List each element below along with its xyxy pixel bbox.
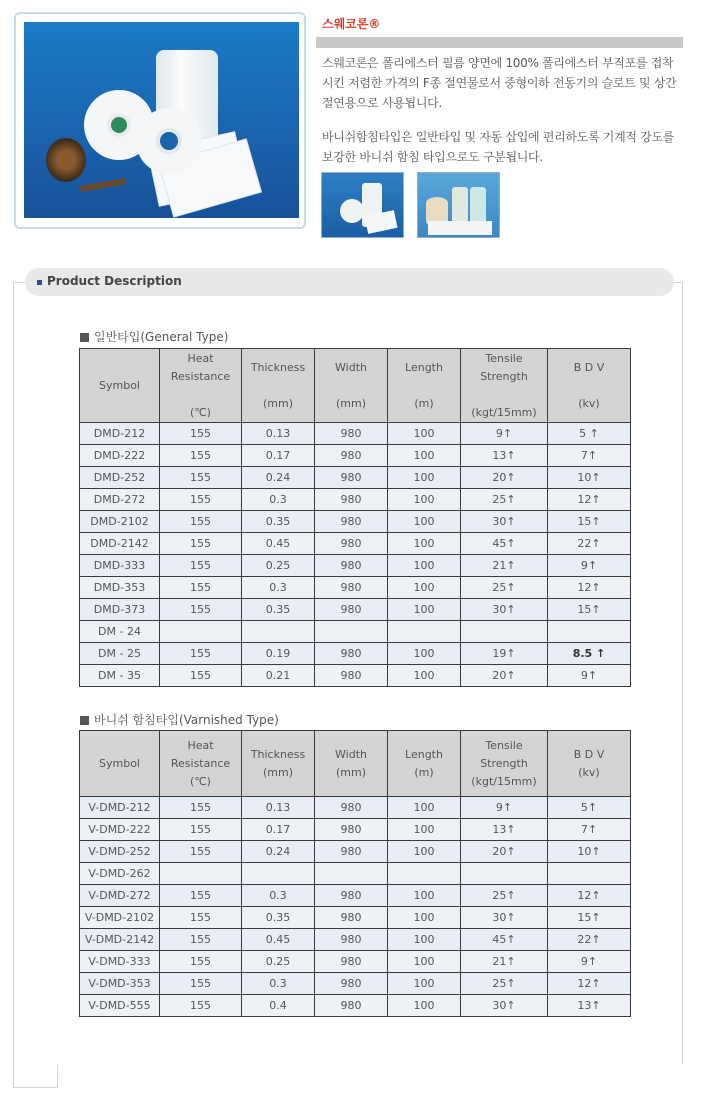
table-cell: 155 [160, 423, 242, 445]
table-cell: 12↑ [548, 577, 631, 599]
table-cell: 980 [315, 599, 388, 621]
column-header-text: (m) [414, 765, 434, 779]
table-cell: 100 [388, 797, 461, 819]
varnished-type-table [79, 730, 631, 1017]
table-row [80, 995, 631, 1017]
column-header [160, 731, 242, 797]
table-cell [548, 863, 631, 885]
table-cell: 155 [160, 665, 242, 687]
column-header-text: Heat [187, 351, 214, 365]
varnished-type-heading [80, 711, 279, 728]
column-header [548, 731, 631, 797]
product-thumbnail[interactable] [417, 172, 500, 238]
table-row [80, 929, 631, 951]
symbol-cell: V-DMD-252 [80, 841, 160, 863]
table-cell: 15↑ [548, 907, 631, 929]
table-cell [388, 621, 461, 643]
table-cell [315, 621, 388, 643]
table-cell: 100 [388, 445, 461, 467]
table-cell [242, 863, 315, 885]
table-cell: 100 [388, 819, 461, 841]
table-row [80, 885, 631, 907]
column-header-text [388, 377, 460, 395]
column-header-text: Width [335, 747, 367, 761]
table-cell: 0.24 [242, 841, 315, 863]
symbol-cell: DMD-252 [80, 467, 160, 489]
column-header-text: Tensile [485, 738, 523, 752]
symbol-cell: V-DMD-555 [80, 995, 160, 1017]
table-cell: 980 [315, 841, 388, 863]
table-header-row [80, 349, 631, 423]
table-cell: 25↑ [461, 577, 548, 599]
table-cell: 20↑ [461, 665, 548, 687]
table-cell: 30↑ [461, 907, 548, 929]
table-cell: 980 [315, 665, 388, 687]
symbol-cell: DMD-373 [80, 599, 160, 621]
table-row [80, 511, 631, 533]
table-cell: 8.5 ↑ [548, 643, 631, 665]
column-header-text: (mm) [335, 765, 366, 779]
table-cell: 0.19 [242, 643, 315, 665]
table-cell: 980 [315, 819, 388, 841]
table-cell: 12↑ [548, 885, 631, 907]
table-cell: 10↑ [548, 467, 631, 489]
table-cell: 13↑ [548, 995, 631, 1017]
table-cell: 980 [315, 643, 388, 665]
product-photo [24, 22, 299, 218]
table-cell: 9↑ [548, 665, 631, 687]
table-cell: 0.13 [242, 423, 315, 445]
product-description-header [25, 268, 674, 296]
table-cell: 0.45 [242, 929, 315, 951]
table-row [80, 973, 631, 995]
table-cell: 155 [160, 599, 242, 621]
table-cell: 0.13 [242, 797, 315, 819]
product-thumbnail[interactable] [321, 172, 404, 238]
table-cell: 15↑ [548, 511, 631, 533]
table-cell: 980 [315, 797, 388, 819]
column-header-text: Resistance [170, 369, 231, 383]
table-cell: 155 [160, 533, 242, 555]
table-cell: 980 [315, 907, 388, 929]
table-cell [242, 621, 315, 643]
table-cell: 30↑ [461, 511, 548, 533]
table-cell: 15↑ [548, 599, 631, 621]
table-cell: 980 [315, 929, 388, 951]
table-row [80, 533, 631, 555]
table-cell: 9↑ [548, 555, 631, 577]
table-cell: 980 [315, 445, 388, 467]
table-cell: 20↑ [461, 841, 548, 863]
table-cell: 100 [388, 907, 461, 929]
table-cell: 21↑ [461, 555, 548, 577]
table-cell: 30↑ [461, 599, 548, 621]
symbol-cell: DM - 25 [80, 643, 160, 665]
table-cell [461, 621, 548, 643]
table-row [80, 599, 631, 621]
general-type-title: 일반타입(General Type) [94, 330, 229, 344]
table-cell: 980 [315, 423, 388, 445]
panel-border [682, 282, 683, 1064]
table-cell: 20↑ [461, 467, 548, 489]
column-header-text: Tensile [485, 351, 523, 365]
symbol-cell: DMD-2102 [80, 511, 160, 533]
table-cell: 22↑ [548, 929, 631, 951]
table-row [80, 951, 631, 973]
panel-border [13, 1087, 58, 1088]
description-paragraph: 스웨코론은 폴리에스터 필름 양면에 100% 폴리에스터 부직포를 접착시킨 저렴한 가격의 F종 절연물로서 중형이하 전동기의 슬로트 및 상간절연용으로 사용됩니다. [322, 56, 677, 110]
symbol-cell: DMD-333 [80, 555, 160, 577]
table-cell: 155 [160, 841, 242, 863]
table-cell: 0.21 [242, 665, 315, 687]
column-header [242, 349, 315, 423]
column-header [160, 349, 242, 423]
table-cell: 980 [315, 973, 388, 995]
table-row [80, 445, 631, 467]
table-row [80, 819, 631, 841]
table-row [80, 489, 631, 511]
table-cell [160, 863, 242, 885]
table-cell: 13↑ [461, 445, 548, 467]
symbol-cell: V-DMD-272 [80, 885, 160, 907]
table-cell: 100 [388, 951, 461, 973]
column-header-text: Strength [480, 369, 528, 383]
symbol-cell: V-DMD-2142 [80, 929, 160, 951]
table-cell: 155 [160, 577, 242, 599]
column-header-text: (mm) [335, 396, 366, 410]
table-cell: 0.35 [242, 599, 315, 621]
column-header-text: Length [405, 747, 443, 761]
table-cell: 19↑ [461, 643, 548, 665]
tape-roll-shape [136, 108, 202, 174]
column-header-text: (m) [414, 396, 434, 410]
table-cell: 100 [388, 665, 461, 687]
table-cell: 980 [315, 555, 388, 577]
column-header-text: B D V [573, 360, 605, 374]
table-cell: 100 [388, 929, 461, 951]
table-cell: 45↑ [461, 533, 548, 555]
table-cell: 0.24 [242, 467, 315, 489]
table-cell: 980 [315, 577, 388, 599]
symbol-cell: DM - 24 [80, 621, 160, 643]
table-cell: 45↑ [461, 929, 548, 951]
table-cell: 0.25 [242, 951, 315, 973]
table-cell: 155 [160, 819, 242, 841]
symbol-cell: V-DMD-222 [80, 819, 160, 841]
table-cell: 155 [160, 907, 242, 929]
table-cell: 155 [160, 797, 242, 819]
table-row [80, 577, 631, 599]
table-cell: 0.25 [242, 555, 315, 577]
table-cell: 0.45 [242, 533, 315, 555]
column-header-text: (mm) [262, 765, 293, 779]
column-header [80, 731, 160, 797]
symbol-cell: V-DMD-2102 [80, 907, 160, 929]
symbol-cell: V-DMD-212 [80, 797, 160, 819]
symbol-cell: V-DMD-333 [80, 951, 160, 973]
table-row [80, 797, 631, 819]
table-cell: 155 [160, 885, 242, 907]
column-header-text: Thickness [250, 747, 306, 761]
column-header-text [461, 386, 547, 404]
table-cell: 155 [160, 511, 242, 533]
symbol-cell: DMD-272 [80, 489, 160, 511]
column-header-text: Strength [480, 756, 528, 770]
column-header-text: (kv) [578, 396, 600, 410]
table-row [80, 643, 631, 665]
symbol-cell: DMD-222 [80, 445, 160, 467]
bullet-icon [37, 280, 42, 285]
symbol-cell: DMD-2142 [80, 533, 160, 555]
table-cell: 100 [388, 995, 461, 1017]
table-row [80, 665, 631, 687]
symbol-cell: V-DMD-353 [80, 973, 160, 995]
general-type-heading [80, 328, 228, 345]
table-cell: 100 [388, 885, 461, 907]
table-cell: 100 [388, 511, 461, 533]
table-cell: 100 [388, 555, 461, 577]
column-header-text: Length [405, 360, 443, 374]
general-type-table [79, 348, 631, 687]
square-bullet-icon [80, 333, 89, 342]
column-header-text: Thickness [250, 360, 306, 374]
table-cell: 0.3 [242, 885, 315, 907]
table-cell: 0.3 [242, 489, 315, 511]
table-cell: 100 [388, 467, 461, 489]
column-header-text [548, 377, 630, 395]
table-cell: 100 [388, 577, 461, 599]
product-photo-frame [14, 12, 306, 229]
column-header [548, 349, 631, 423]
column-header [388, 349, 461, 423]
table-cell: 980 [315, 951, 388, 973]
table-cell: 7↑ [548, 819, 631, 841]
table-cell: 0.17 [242, 819, 315, 841]
table-cell: 9↑ [461, 797, 548, 819]
table-row [80, 555, 631, 577]
table-row [80, 621, 631, 643]
table-cell: 100 [388, 489, 461, 511]
table-row [80, 863, 631, 885]
column-header [461, 349, 548, 423]
column-header [242, 731, 315, 797]
table-row [80, 467, 631, 489]
table-cell: 155 [160, 995, 242, 1017]
table-cell: 12↑ [548, 489, 631, 511]
table-row [80, 841, 631, 863]
description-paragraph: 바니쉬함침타입은 일반타입 및 자동 삽입에 편리하도록 기계적 강도를 보강한 바니쉬 함침 타입으로도 구분됩니다. [322, 130, 675, 164]
table-cell: 155 [160, 951, 242, 973]
table-cell: 7↑ [548, 445, 631, 467]
table-cell: 25↑ [461, 973, 548, 995]
table-cell: 22↑ [548, 533, 631, 555]
table-cell: 9↑ [548, 951, 631, 973]
panel-border [57, 1065, 58, 1088]
column-header-text: (℃) [190, 405, 211, 419]
symbol-cell: DMD-212 [80, 423, 160, 445]
table-cell: 100 [388, 973, 461, 995]
motor-stator-shape [46, 138, 86, 182]
column-header-text: Resistance [170, 756, 231, 770]
symbol-cell: DM - 35 [80, 665, 160, 687]
table-cell: 21↑ [461, 951, 548, 973]
column-header-text: Heat [187, 738, 214, 752]
table-cell: 980 [315, 467, 388, 489]
square-bullet-icon [80, 716, 89, 725]
table-cell [388, 863, 461, 885]
column-header-text: (kgt/15mm) [471, 405, 537, 419]
column-header-text [160, 386, 241, 404]
table-cell: 30↑ [461, 995, 548, 1017]
column-header [388, 731, 461, 797]
column-header-text: Symbol [99, 756, 140, 770]
symbol-cell: V-DMD-262 [80, 863, 160, 885]
table-cell: 155 [160, 489, 242, 511]
table-cell: 25↑ [461, 885, 548, 907]
panel-border [13, 282, 14, 1088]
table-cell: 12↑ [548, 973, 631, 995]
table-row [80, 907, 631, 929]
table-cell: 5 ↑ [548, 423, 631, 445]
column-header-text: B D V [573, 747, 605, 761]
column-header-text [242, 377, 314, 395]
column-header-text: (℃) [190, 774, 211, 788]
table-cell: 155 [160, 555, 242, 577]
table-cell: 100 [388, 841, 461, 863]
table-cell: 0.35 [242, 907, 315, 929]
table-cell [548, 621, 631, 643]
table-cell: 0.35 [242, 511, 315, 533]
table-cell: 100 [388, 423, 461, 445]
column-header-text: (mm) [262, 396, 293, 410]
column-header-text: Symbol [99, 378, 140, 392]
table-cell: 5↑ [548, 797, 631, 819]
varnished-type-title: 바니쉬 함침타입(Varnished Type) [94, 713, 279, 727]
column-header [315, 731, 388, 797]
table-cell: 0.3 [242, 577, 315, 599]
column-header [461, 731, 548, 797]
table-cell: 155 [160, 643, 242, 665]
product-title: 스웨코론® [322, 17, 381, 31]
table-header-row [80, 731, 631, 797]
table-cell: 0.17 [242, 445, 315, 467]
table-cell: 9↑ [461, 423, 548, 445]
table-cell: 155 [160, 973, 242, 995]
title-underline-bar [316, 37, 683, 48]
table-cell: 0.4 [242, 995, 315, 1017]
column-header-text: (kgt/15mm) [471, 774, 537, 788]
table-cell: 0.3 [242, 973, 315, 995]
table-row [80, 423, 631, 445]
table-cell: 980 [315, 885, 388, 907]
table-cell: 100 [388, 643, 461, 665]
table-cell: 980 [315, 511, 388, 533]
table-cell: 980 [315, 533, 388, 555]
product-description [322, 53, 682, 181]
panel-title: Product Description [47, 274, 182, 288]
table-cell: 155 [160, 467, 242, 489]
table-cell: 980 [315, 995, 388, 1017]
column-header-text [315, 377, 387, 395]
table-cell: 100 [388, 533, 461, 555]
column-header-text: (kv) [578, 765, 600, 779]
table-cell [461, 863, 548, 885]
table-cell [160, 621, 242, 643]
column-header-text: Width [335, 360, 367, 374]
table-cell: 10↑ [548, 841, 631, 863]
column-header [315, 349, 388, 423]
column-header [80, 349, 160, 423]
table-cell [315, 863, 388, 885]
table-cell: 25↑ [461, 489, 548, 511]
rotor-shaft-shape [80, 178, 126, 192]
symbol-cell: DMD-353 [80, 577, 160, 599]
table-cell: 155 [160, 929, 242, 951]
table-cell: 13↑ [461, 819, 548, 841]
table-cell: 980 [315, 489, 388, 511]
table-cell: 100 [388, 599, 461, 621]
table-cell: 155 [160, 445, 242, 467]
